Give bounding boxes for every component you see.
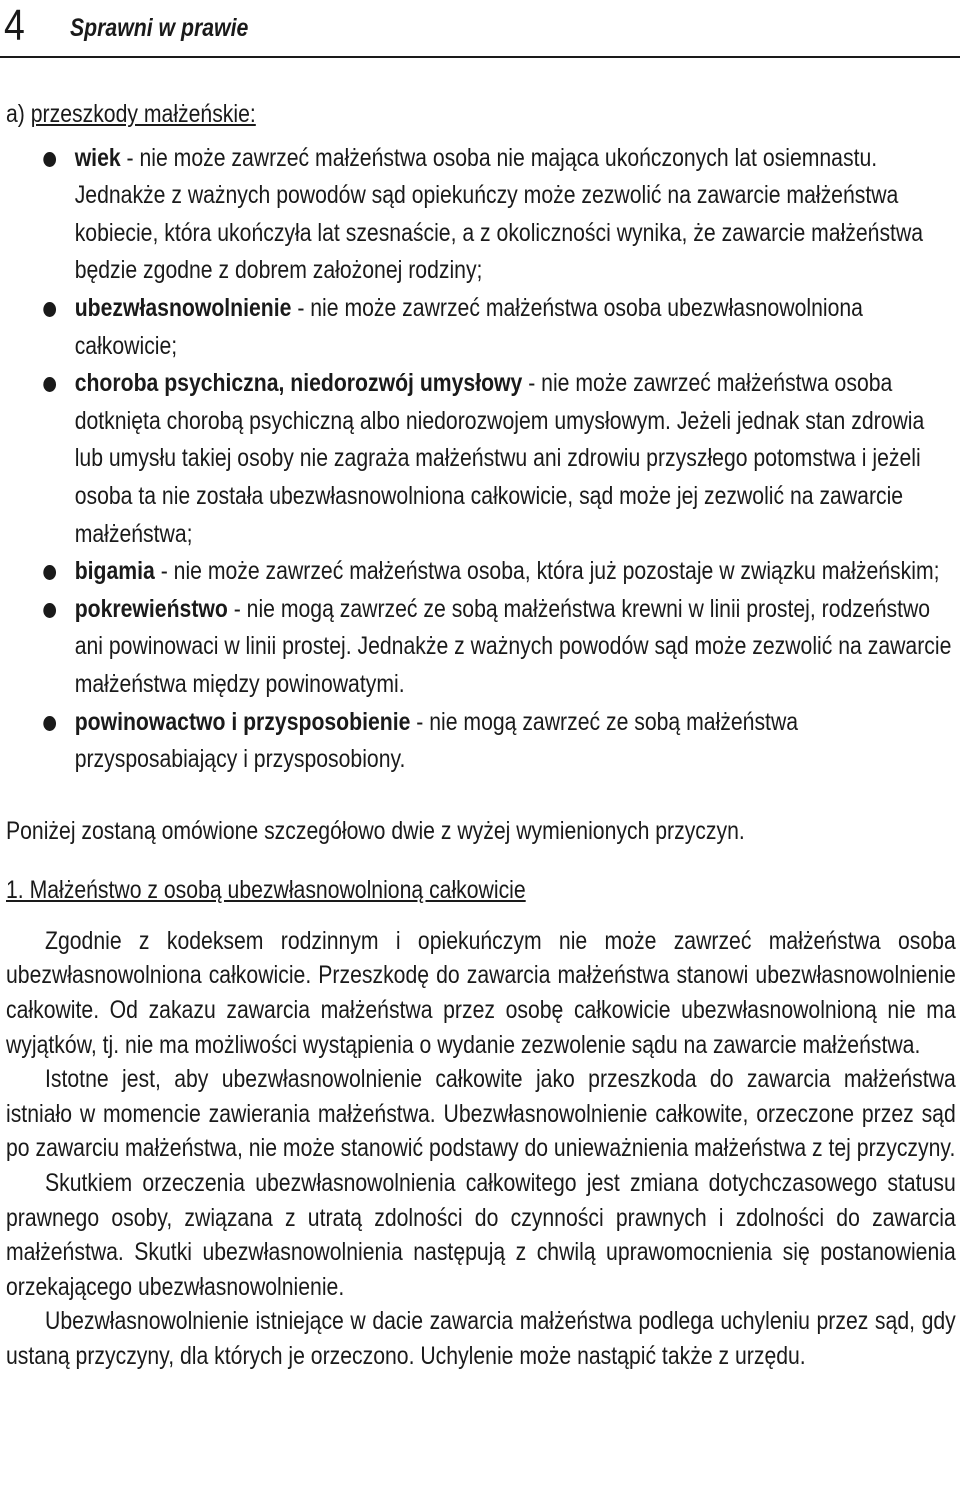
term-description: - nie może zawrzeć małżeństwa osoba ubezwłasnowolniona całkowicie; — [74, 293, 863, 360]
list-item-ubezwlasnowolnienie — [6, 290, 956, 365]
bullet-icon — [43, 152, 56, 167]
page-header — [0, 0, 960, 58]
term: wiek — [74, 143, 121, 172]
list-item-bigamia — [6, 553, 956, 591]
list-item-powinowactwo — [6, 704, 956, 779]
term-description: - nie może zawrzeć małżeństwa osoba, która już pozostaje w związku małżeńskim; — [154, 557, 940, 586]
bullet-icon — [43, 565, 56, 580]
paragraph: Ubezwłasnowolnienie istniejące w dacie zawarcia małżeństwa podlega uchyleniu przez sąd, gdy ustaną przyczyny, dla których je orzeczono. Uchylenie może nastąpić także z urzędu. — [6, 1307, 956, 1370]
list-item-pokrewienstwo — [6, 591, 956, 704]
term: choroba psychiczna, niedorozwój umysłowy — [74, 369, 523, 398]
section-a-prefix: a) — [6, 100, 31, 128]
section-1-title: 1. Małżeństwo z osobą ubezwłasnowolnioną całkowicie — [6, 876, 526, 905]
page-number: 4 — [4, 1, 25, 50]
bullet-icon — [43, 302, 56, 317]
running-head: Sprawni w prawie — [70, 14, 249, 42]
term-description: - nie mogą zawrzeć ze sobą małżeństwa przysposabiający i przysposobiony. — [74, 707, 799, 774]
list-item-wiek — [6, 140, 956, 290]
list-item-choroba — [6, 365, 956, 553]
term: bigamia — [74, 557, 155, 586]
paragraph: Skutkiem orzeczenia ubezwłasnowolnienia całkowitego jest zmiana dotychczasowego statusu prawnego osoby, związana z utratą zdolności do czynności prawnych i zdolności do zawarcia małżeństwa. Skutki ubezwłasnowolnienia następują z chwilą uprawomocnienia się postanowienia orzekającego ubezwłasnowolnienie. — [6, 1169, 956, 1301]
section-a-heading — [6, 96, 956, 134]
term-description: - nie może zawrzeć małżeństwa osoba dotknięta chorobą psychiczną albo niedorozwojem umysłowym. Jeżeli jednak stan zdrowia lub umysłu takiej osoby nie zagraża małżeństwu ani zdrowiu przyszłego potomstwa i jeżeli osoba ta nie została ubezwłasnowolniona całkowicie, sąd może jej zezwolić na zawarcie małżeństwa; — [74, 369, 925, 548]
term-description: - nie może zawrzeć małżeństwa osoba nie mająca ukończonych lat osiemnastu. Jednakże z ważnych powodów sąd opiekuńczy może zezwolić na zawarcie małżeństwa kobiecie, która ukończyła lat szesnaście, a z okoliczności wynika, że zawarcie małżeństwa będzie zgodne z dobrem założonej rodziny; — [74, 143, 924, 285]
term-description: - nie mogą zawrzeć ze sobą małżeństwa krewni w linii prostej, rodzeństwo ani powinowaci w linii prostej. Jednakże z ważnych powodów sąd może zezwolić na zawarcie małżeństwa między powinowatymi. — [74, 594, 952, 698]
section-a-title: przeszkody małżeńskie: — [30, 100, 256, 128]
bullet-icon — [43, 716, 56, 731]
impediments-list — [6, 140, 956, 779]
paragraph: Istotne jest, aby ubezwłasnowolnienie całkowite jako przeszkoda do zawarcia małżeństwa istniało w momencie zawierania małżeństwa. Ubezwłasnowolnienie całkowite, orzeczone przez sąd po zawarciu małżeństwa, nie może stanowić podstawy do unieważnienia małżeństwa z tej przyczyny. — [6, 1065, 956, 1163]
term: powinowactwo i przysposobienie — [74, 707, 411, 736]
paragraph: Zgodnie z kodeksem rodzinnym i opiekuńczym nie może zawrzeć małżeństwa osoba ubezwłasnowolniona całkowicie. Przeszkodę do zawarcia małżeństwa stanowi ubezwłasnowolnienie całkowite. Od zakazu zawarcia małżeństwa przez osobę całkowicie ubezwłasnowolnioną nie ma wyjątków, tj. nie ma możliwości wystąpienia o wydanie zezwolenie sądu na zawarcie małżeństwa. — [6, 926, 956, 1059]
bullet-icon — [43, 603, 56, 618]
header-rule — [0, 56, 960, 58]
summary-sentence: Poniżej zostaną omówione szczegółowo dwie z wyżej wymienionych przyczyn. — [6, 816, 745, 845]
term: ubezwłasnowolnienie — [74, 293, 292, 322]
term: pokrewieństwo — [74, 594, 228, 623]
bullet-icon — [43, 377, 56, 392]
page-content — [6, 96, 956, 1374]
